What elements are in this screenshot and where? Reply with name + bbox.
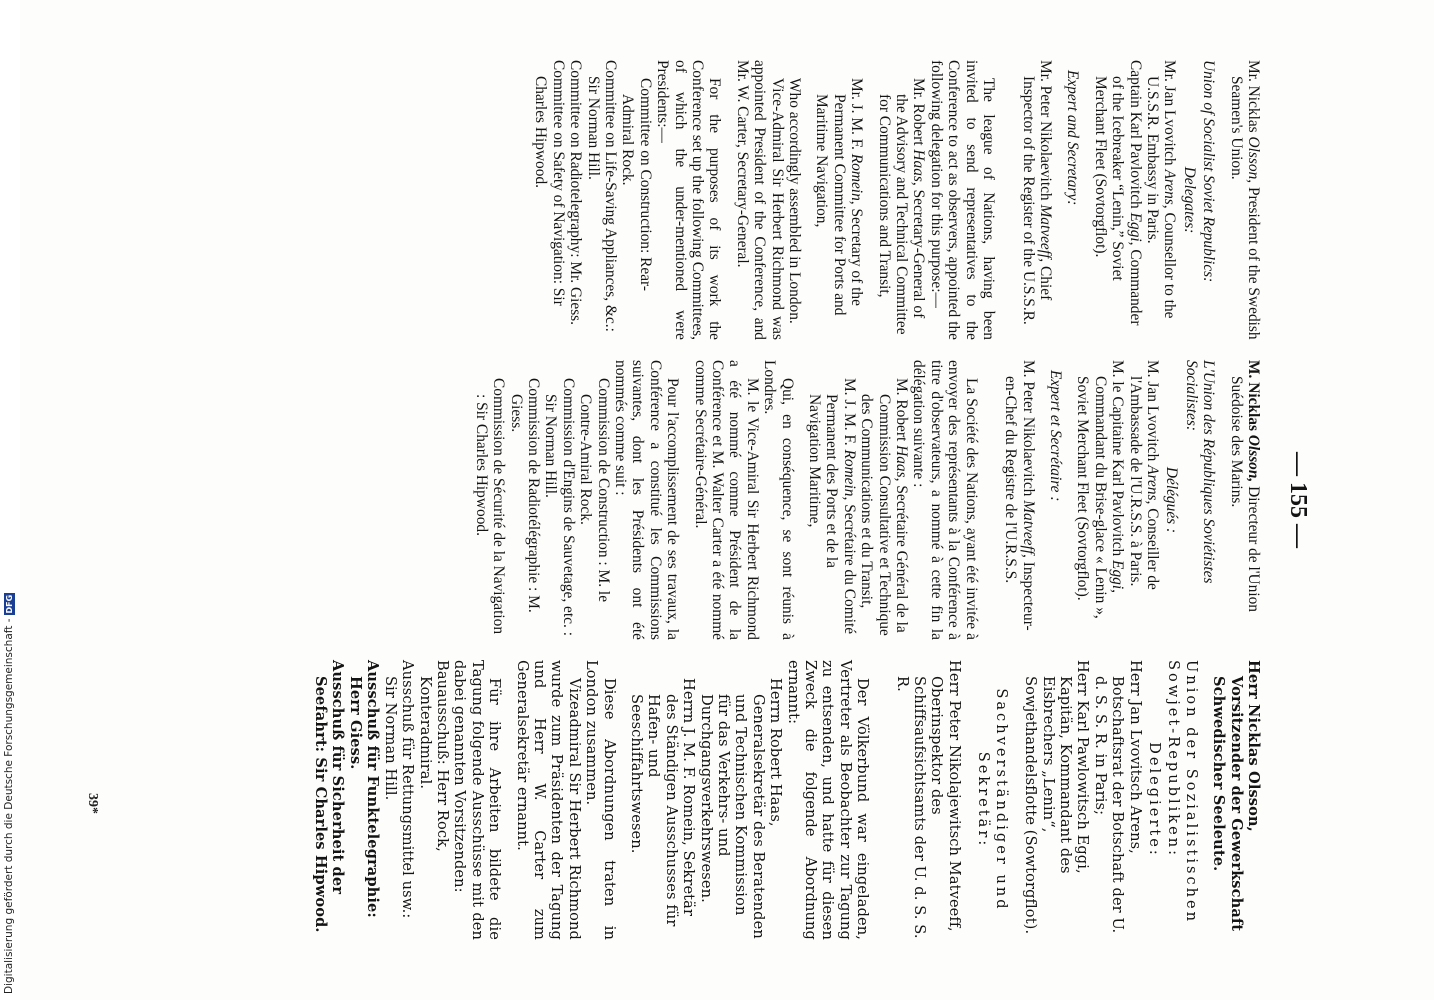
de-haas: Herrn Robert Haas, Generalsekretär des Beratenden und Technischen Kommission für das Verkehrs- und Durchgangsverkehrswesen. <box>697 678 785 939</box>
de-committee-lifesaving: Ausschuß für Rettungsmittel usw.: Sir Norman Hill. <box>381 660 417 919</box>
fr-committee-radio: Commission de Radiotélégraphie : M. Giess. <box>507 378 542 613</box>
page-number: — 155 — <box>1285 452 1311 548</box>
en-olsson: Mr. Nicklas Olsson, President of the Swedish Seamen's Union. <box>1227 60 1262 340</box>
german-column <box>312 660 1262 940</box>
signature-mark: 39* <box>85 793 100 814</box>
fr-league-paragraph: La Société des Nations, ayant été invitée à envoyer des représentants à la Conférence à titre d'observateurs, a nommé à cette fin la délégation suivante : <box>910 360 980 640</box>
de-league-paragraph: Der Völkerbund war eingeladen, Vertreter als Beobachter zur Tagung zu entsenden, und hatte für diesen Zweck die folgende Abordnung ernannt: <box>784 660 872 940</box>
fr-delegates-heading: Délégués : <box>1163 466 1181 534</box>
de-committee-safety: Ausschuß für Sicherheit der Seefahrt: Sir Charles Hipwood. <box>312 660 347 933</box>
fr-matveeff: M. Peter Nikolaevitch Matveeff, Inspecteur-en-Chef du Registre de l'U.R.S.S. <box>1002 360 1037 631</box>
de-expert-heading: Sachverständiger und Sekretär: <box>975 688 1010 912</box>
en-eggi: Captain Karl Pavlovitch Eggi, Commander of the Icebreaker “Lenin,” Soviet Merchant Fleet (Sovtorgflot). <box>1091 60 1144 326</box>
de-committee-construction: Bauausschuß: Herr Rock, Konteradmiral. <box>416 660 451 852</box>
en-romein: Mr. J. M. F. Romein, Secretary of the Permanent Committee for Ports and Maritime Navigation, <box>813 78 866 316</box>
sidebar-credit-text: Digitalisierung gefördert durch die Deutsche Forschungsgemeinschaft - <box>3 618 15 994</box>
fr-committee-safety: Commission de Sécurité de la Navigation : Sir Charles Hipwood. <box>472 378 508 635</box>
dfg-logo-icon: DFG <box>4 594 14 614</box>
fr-arens: M. Jan Lvovitch Arens, Conseiller de l'Ambassade de l'U.R.S.S. à Paris. <box>1126 360 1161 590</box>
de-richmond: Vizeadmiral Sir Herbert Richmond wurde zum Präsidenten der Tagung und Herr W. Carter zum Generalsekretär ernannt. <box>513 660 583 940</box>
fr-ussr-title: L'Union des Républiques Soviétistes Socialistes: <box>1182 360 1218 584</box>
fr-eggi: M. le Capitaine Karl Pavlovitch Eggi, Commandant du Brise-glace « Lenin », Soviet Merchant Fleet (Sovtorgflot). <box>1074 360 1127 619</box>
fr-assembled: Qui, en conséquence, se sont réunis à Londres. <box>761 360 796 640</box>
en-haas: Mr. Robert Haas, Secretary-General of the Advisory and Technical Committee for Communications and Transit, <box>875 78 928 335</box>
de-arens: Herr Jan Lvovitsch Arens, Botschaftsrat der Botschaft der U. d. S. S. R. in Paris; <box>1091 660 1144 934</box>
digitization-sidebar <box>0 0 20 1000</box>
en-expert-heading: Expert and Secretary: <box>1064 70 1082 206</box>
en-delegates-heading: Delegates: <box>1180 166 1198 234</box>
de-assembled: Diese Abordnungen traten in London zusammen. <box>583 660 618 940</box>
en-committee-construction: Committee on Construction: Rear-Admiral Rock. <box>619 78 654 291</box>
en-committee-lifesaving: Committee on Life-Saving Appliances, &c.: Sir Norman Hill. <box>584 60 619 332</box>
sidebar-credit <box>1 594 17 994</box>
de-ussr-title: Union der Sozialistischen Sowjet-Republiken: <box>1165 660 1200 925</box>
fr-committee-lifesaving: Commission d'Engins de Sauvetage, etc. : Sir Norman Hill. <box>542 378 577 636</box>
fr-purposes: Pour l'accomplissement de ses travaux, la Conférence a constitué les Commissions suivantes, dont les Présidents ont été nommés comme suit : <box>612 360 682 640</box>
de-olsson: Herr Nicklas Olsson, Vorsitzender der Gewerkschaft Schwedischer Seeleute. <box>1210 660 1262 932</box>
de-delegates-heading: Delegierte: <box>1145 742 1163 858</box>
en-matveeff: Mr. Peter Nikolaevitch Matveeff, Chief Inspector of the Register of the U.S.S.R. <box>1019 60 1054 325</box>
en-richmond: Vice-Admiral Sir Herbert Richmond was appointed President of the Conference, and Mr. W. Carter, Secretary-General. <box>733 60 786 340</box>
en-arens: Mr. Jan Lvovitch Arens, Counsellor to the U.S.S.R. Embassy in Paris. <box>1143 60 1179 319</box>
de-matveeff: Herr Peter Nikolajewitsch Matveeff, Oberinspektor des Schiffsaufsichtsamts der U. d. S. S. R. <box>893 660 963 939</box>
fr-olsson: M. Nicklas Olsson, Directeur de l'Union Suédoise des Marins. <box>1227 360 1262 612</box>
en-purposes: For the purposes of its work the Conference set up the following Committees, of which the under-mentioned were Presidents:— <box>654 60 724 340</box>
de-purposes: Für ihre Arbeiten bildete die Tagung folgende Ausschüsse mit den dabei genannten Vorsitzenden: <box>451 660 504 940</box>
fr-richmond: M. le Vice-Amiral Sir Herbert Richmond a été nommé comme Président de la Conférence et M. Walter Carter a été nommé comme Secrétaire-Général. <box>691 360 761 640</box>
en-committee-safety: Committee on Safety of Navigation: Sir Charles Hipwood. <box>532 60 567 306</box>
de-eggi: Herr Karl Pawlowitsch Eggi, Kapitän, Kommandant des Eisbrechers „Lenin“, Sowjethandelsflotte (Sowtorgflot). <box>1022 660 1092 935</box>
de-romein: Herrn J. M. F. Romein, Sekretär des Ständigen Ausschusses für Hafen- und Seeschiffahrtswesen. <box>628 678 698 927</box>
en-committee-radio: Committee on Radiotelegraphy: Mr. Giess. <box>567 60 585 326</box>
fr-haas: M. Robert Haas, Secrétaire Général de la Commission Consultative et Technique des Communications et du Transit, <box>858 378 911 636</box>
french-column <box>472 360 1262 640</box>
en-ussr-title: Union of Socialist Soviet Republics: <box>1200 60 1218 283</box>
fr-romein: M. J. M. F. Romein, Secrétaire du Comité Permanent des Ports et de la Navigation Maritime, <box>806 378 858 635</box>
fr-committee-construction: Commission de Construction : M. le Contre-Amiral Rock. <box>577 378 612 603</box>
rotated-page-content <box>120 60 1320 940</box>
fr-expert-heading: Expert et Secrétaire : <box>1046 370 1064 502</box>
en-league-paragraph: The league of Nations, having been invited to send representatives to the Conference to act as observers, appointed the following delegation for this purpose:— <box>927 60 998 340</box>
english-column <box>532 60 1262 340</box>
en-assembled: Who accordingly assembled in London. <box>786 78 804 324</box>
de-committee-radio: Ausschuß für Funktelegraphie: Herr Giess. <box>346 660 382 918</box>
